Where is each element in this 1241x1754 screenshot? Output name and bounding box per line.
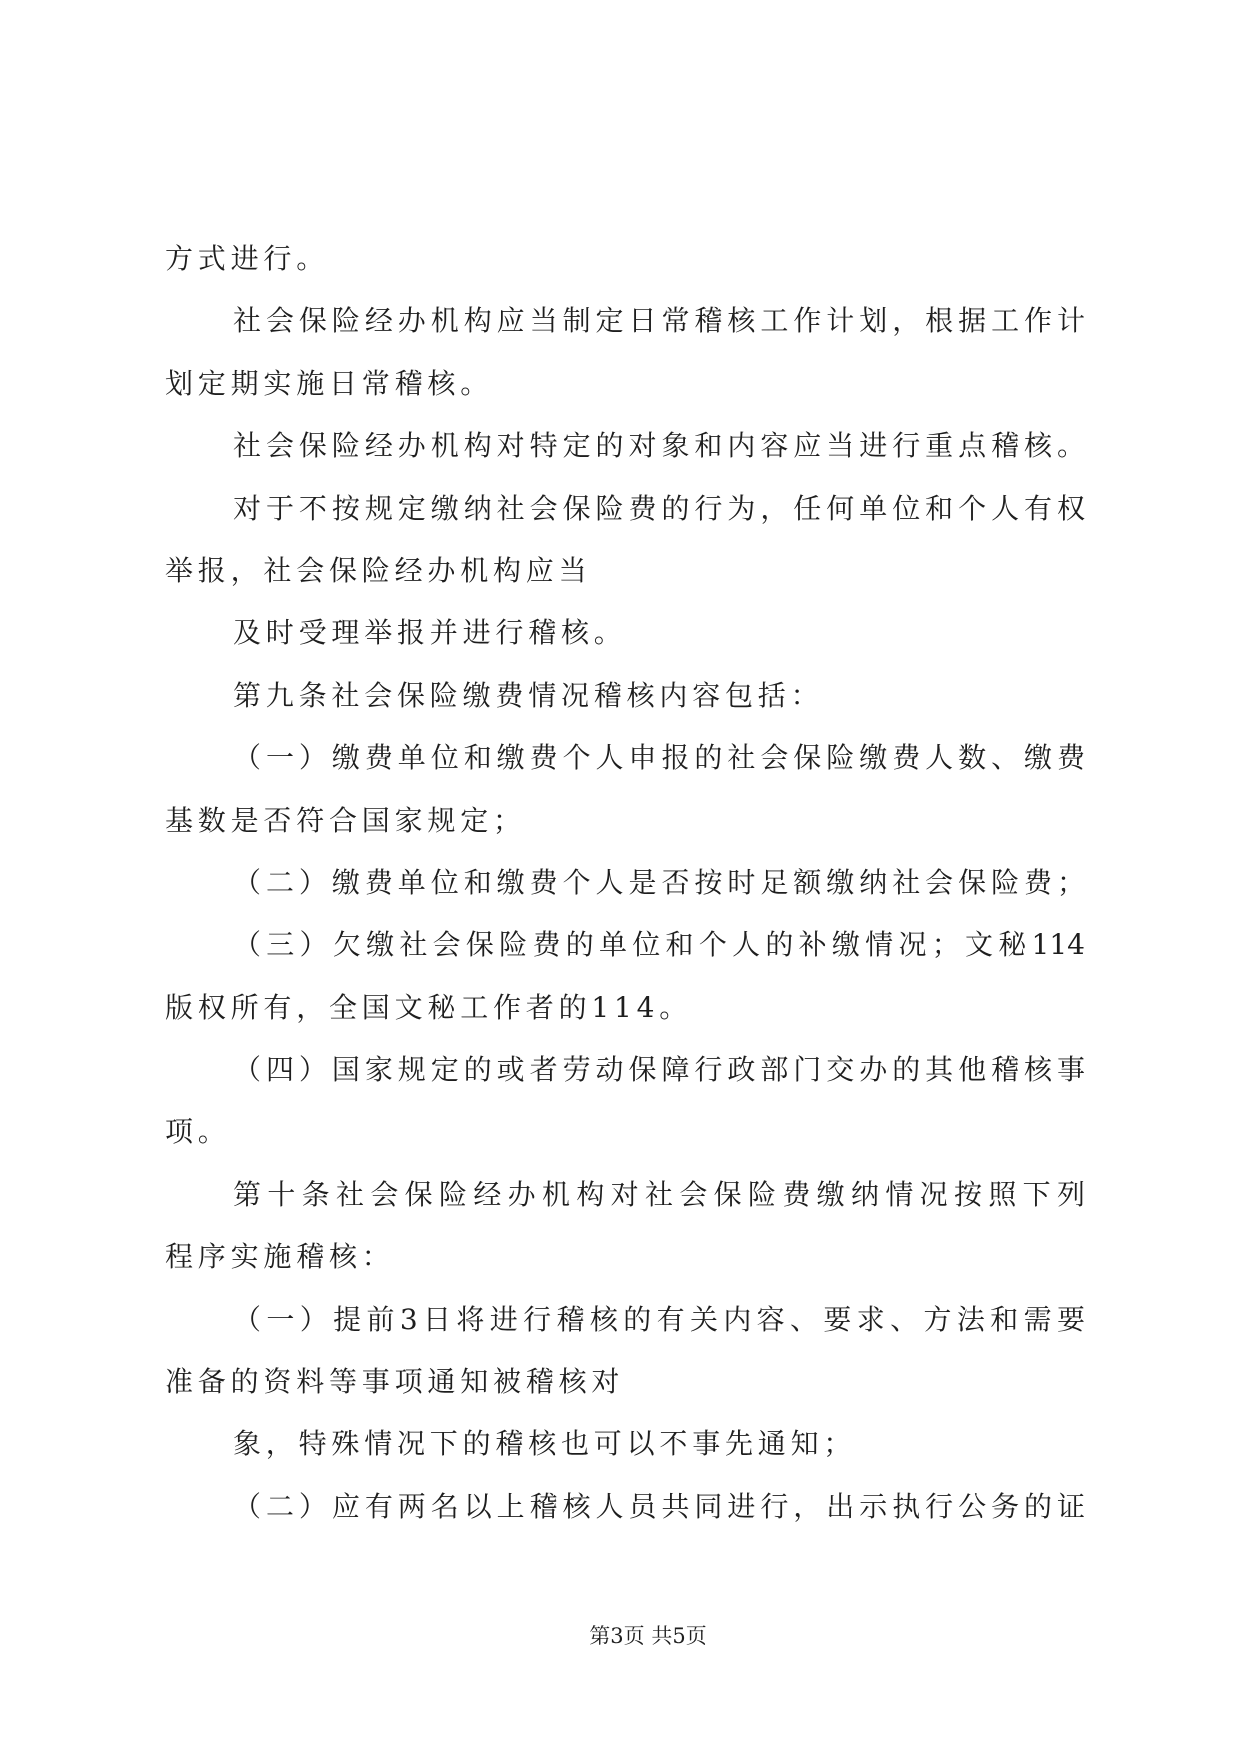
list-item-line: （四）国家规定的或者劳动保障行政部门交办的其他稽核事 — [233, 1053, 1085, 1087]
text-line: 方式进行。 — [165, 242, 330, 275]
list-item-line: （一）提前3日将进行稽核的有关内容、要求、方法和需要 — [233, 1302, 1085, 1336]
text-line: 划定期实施日常稽核。 — [165, 366, 494, 400]
text-line: 象，特殊情况下的稽核也可以不事先通知； — [233, 1427, 857, 1461]
page-footer: 第3页 共5页 — [589, 1624, 707, 1648]
text-line: 基数是否符合国家规定； — [165, 803, 526, 837]
article-heading-line: 第十条社会保险经办机构对社会保险费缴纳情况按照下列 — [233, 1177, 1085, 1211]
text-line: 社会保险经办机构对特定的对象和内容应当进行重点稽核。 — [233, 429, 1085, 463]
list-item-line: （一）缴费单位和缴费个人申报的社会保险缴费人数、缴费 — [233, 741, 1085, 775]
list-item-line: （三）欠缴社会保险费的单位和个人的补缴情况；文秘114 — [233, 928, 1085, 962]
document-body — [165, 228, 1085, 1538]
text-line: 准备的资料等事项通知被稽核对 — [165, 1365, 625, 1399]
text-line: 版权所有，全国文秘工作者的114。 — [165, 990, 693, 1024]
text-line: 社会保险经办机构应当制定日常稽核工作计划，根据工作计 — [233, 304, 1085, 338]
list-item-line: （二）缴费单位和缴费个人是否按时足额缴纳社会保险费； — [233, 865, 1085, 899]
list-item-line: （二）应有两名以上稽核人员共同进行，出示执行公务的证 — [233, 1489, 1085, 1523]
text-line: 及时受理举报并进行稽核。 — [233, 616, 627, 650]
text-line: 程序实施稽核： — [165, 1240, 395, 1274]
article-heading-line: 第九条社会保险缴费情况稽核内容包括： — [233, 678, 824, 712]
text-line: 对于不按规定缴纳社会保险费的行为，任何单位和个人有权 — [233, 491, 1085, 525]
text-line: 项。 — [165, 1115, 231, 1149]
text-line: 举报，社会保险经办机构应当 — [165, 553, 592, 587]
